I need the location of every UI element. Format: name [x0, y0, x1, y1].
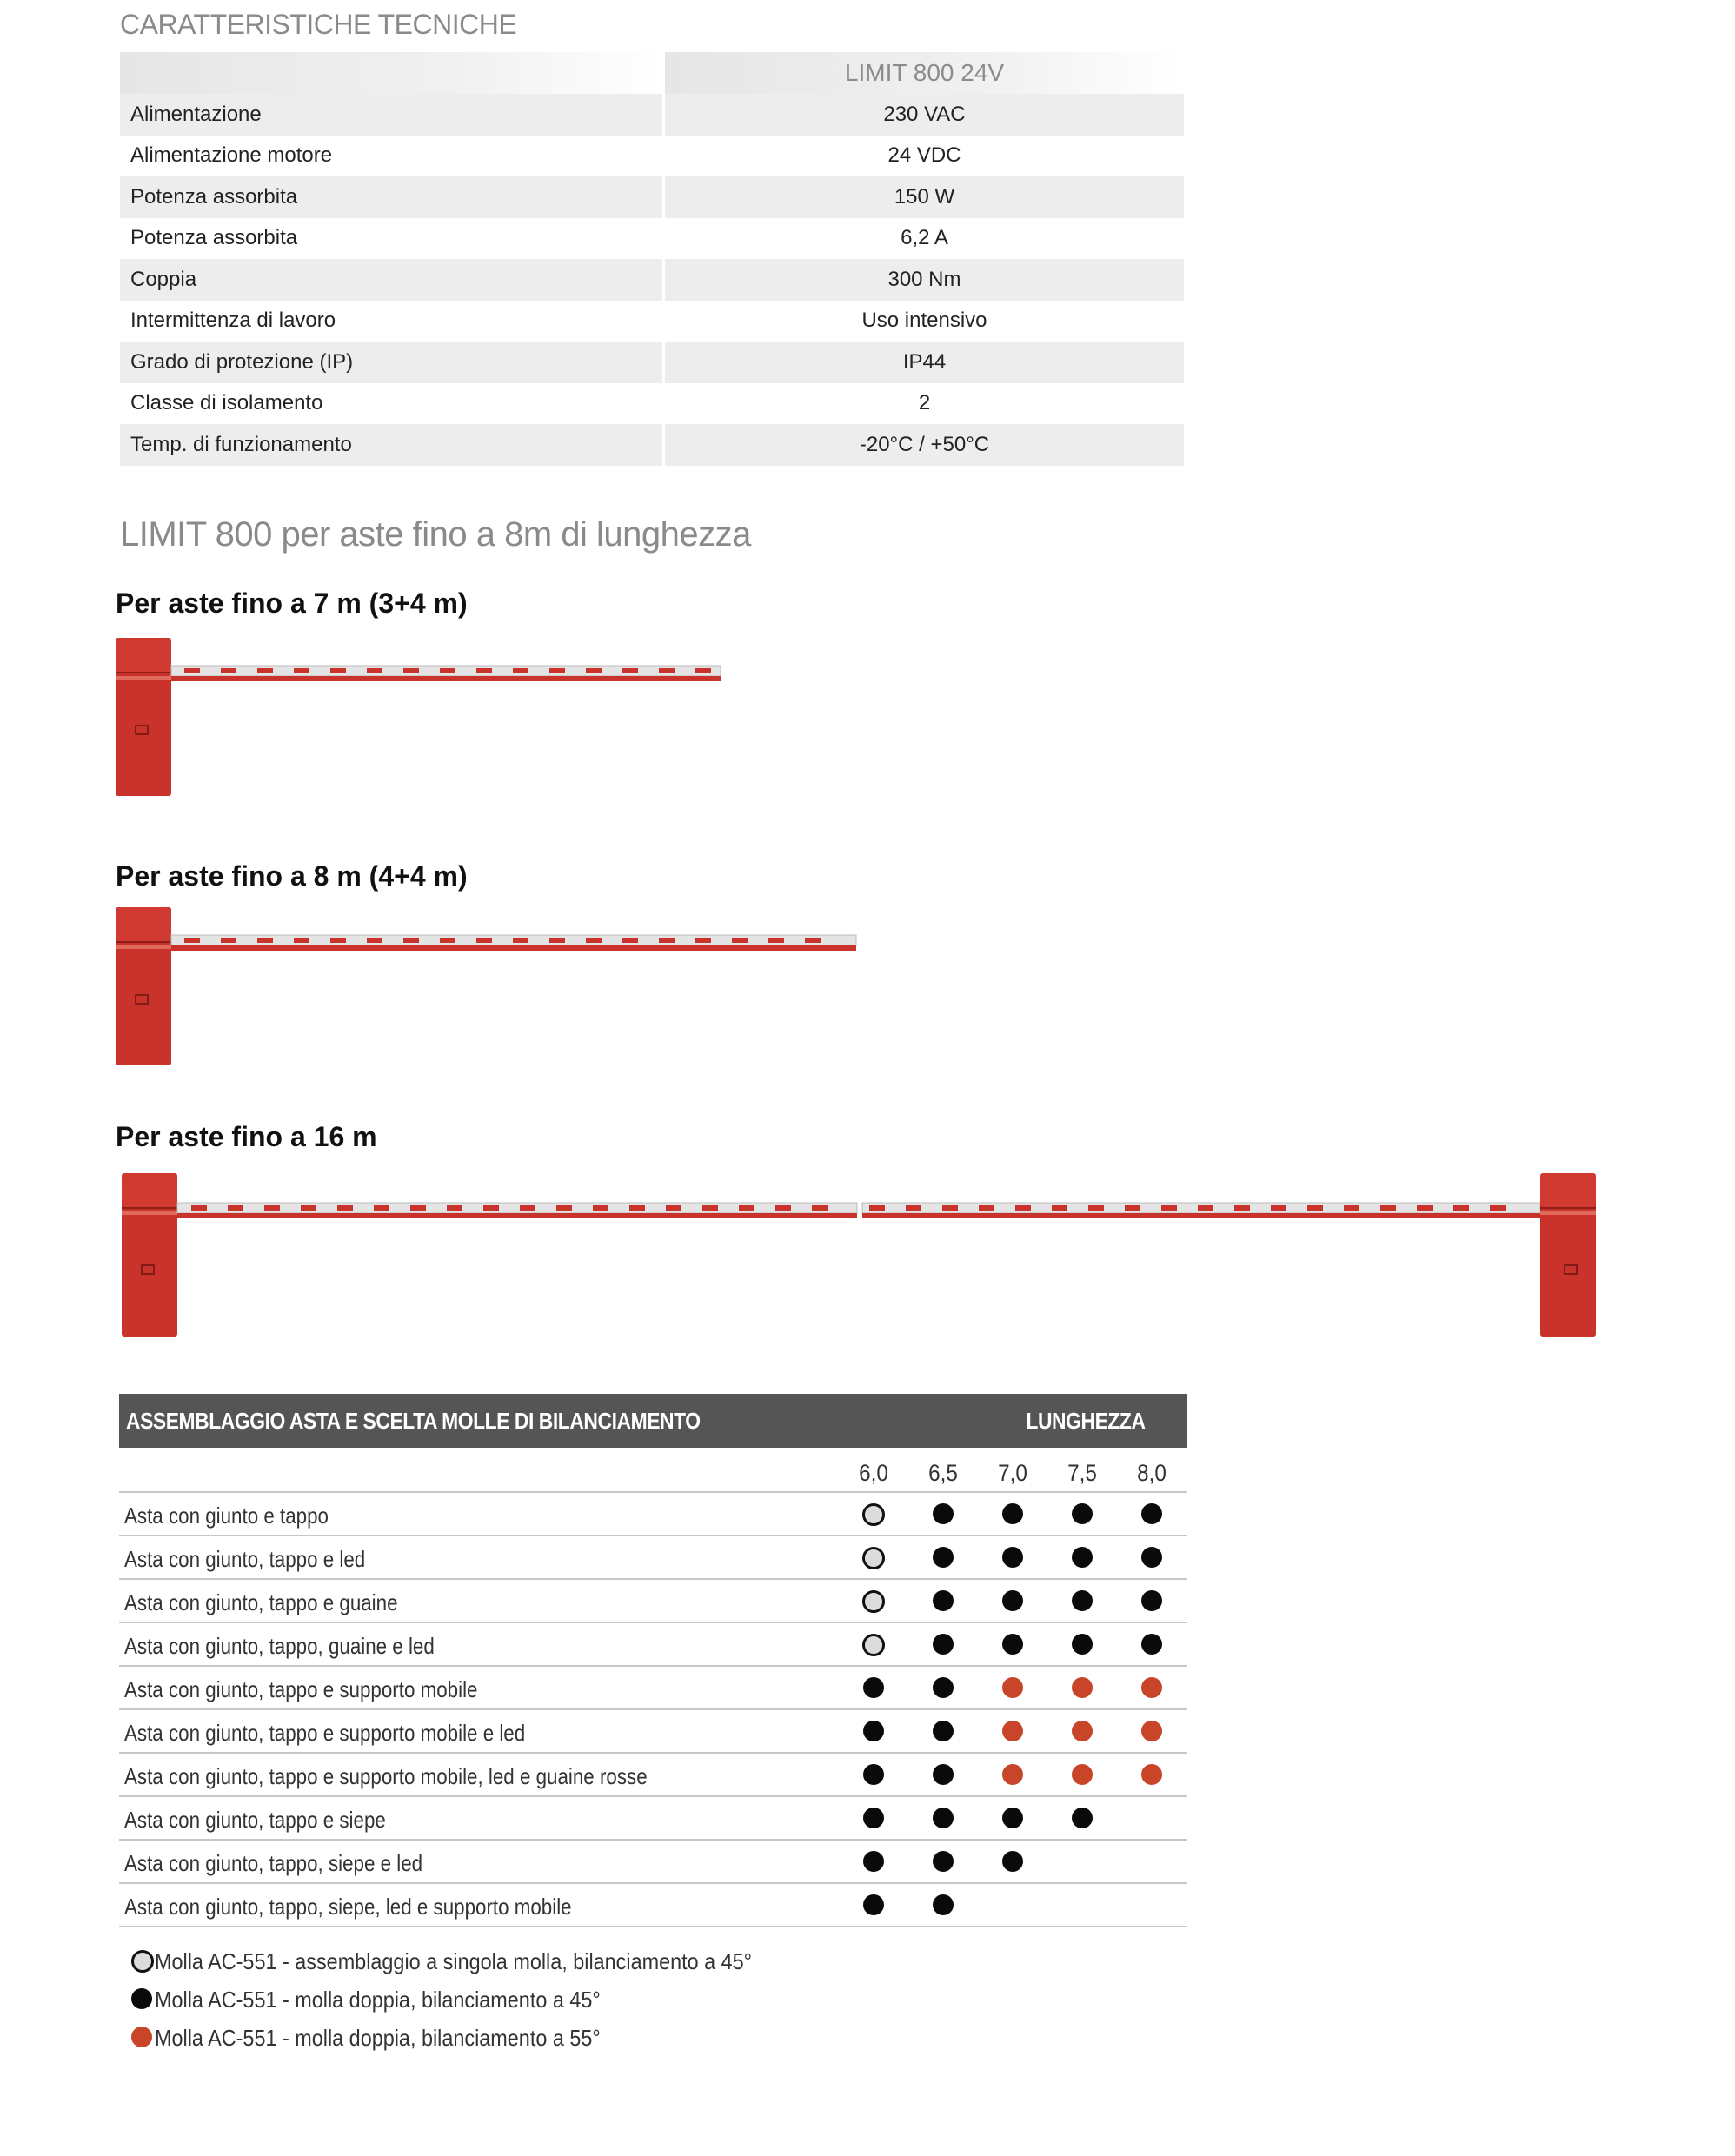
boom-stripe: [732, 938, 748, 943]
assembly-row-label: Asta con giunto, tappo e supporto mobile: [124, 1676, 478, 1702]
length-columns: [119, 1448, 1187, 1493]
boom-stripe: [1453, 1205, 1469, 1211]
boom-stripe: [1198, 1205, 1213, 1211]
assembly-row: [119, 1623, 1187, 1667]
spec-row: [120, 301, 1184, 342]
assembly-row-label: Asta con giunto, tappo e supporto mobile, led e guaine rosse: [124, 1763, 648, 1789]
boom-stripe: [549, 668, 565, 673]
spec-row: [120, 383, 1184, 425]
assembly-row-label: Asta con giunto, tappo, siepe e led: [124, 1850, 423, 1876]
assembly-rows: [119, 1493, 1187, 1927]
boom-stripe: [739, 1205, 754, 1211]
specs-title: CARATTERISTICHE TECNICHE: [120, 9, 517, 40]
black-dot-icon: [863, 1851, 884, 1872]
red-dot-icon: [131, 2027, 152, 2047]
spec-row: [120, 342, 1184, 383]
barrier-boom-left: [177, 1203, 857, 1218]
red-dot-icon: [1141, 1764, 1162, 1785]
boom-stripe: [1052, 1205, 1067, 1211]
assembly-row-label: Asta con giunto, tappo e supporto mobile e led: [124, 1720, 526, 1746]
boom-stripe: [221, 938, 236, 943]
boom-stripe: [702, 1205, 718, 1211]
black-dot-icon: [863, 1721, 884, 1741]
boom-stripe: [593, 1205, 608, 1211]
black-dot-icon: [1002, 1634, 1023, 1655]
black-dot-icon: [933, 1721, 954, 1741]
red-dot-icon: [1002, 1764, 1023, 1785]
boom-stripe: [556, 1205, 572, 1211]
spec-row: [120, 424, 1184, 466]
boom-stripe: [367, 668, 382, 673]
boom-stripe: [622, 668, 638, 673]
length-column-label: 7,0: [998, 1460, 1027, 1486]
legend-text: Molla AC-551 - assemblaggio a singola molla, bilanciamento a 45°: [155, 1948, 753, 1974]
assembly-row-label: Asta con giunto e tappo: [124, 1503, 329, 1529]
barrier-16m-drawing: [0, 1163, 1735, 1345]
black-dot-icon: [1141, 1503, 1162, 1524]
barrier-cabinet: [116, 638, 171, 796]
specs-header-row: [120, 52, 1184, 94]
boom-stripe: [659, 938, 675, 943]
barrier-boom: [171, 935, 856, 951]
black-dot-icon: [1002, 1547, 1023, 1568]
black-dot-icon: [863, 1764, 884, 1785]
boom-stripe: [942, 1205, 958, 1211]
boom-stripe: [257, 668, 273, 673]
length-header: LUNGHEZZA: [1026, 1408, 1146, 1434]
boom-stripe: [184, 668, 200, 673]
boom-stripe: [1417, 1205, 1433, 1211]
red-dot-icon: [1141, 1721, 1162, 1741]
black-dot-icon: [933, 1894, 954, 1915]
boom-stripe: [586, 668, 602, 673]
boom-stripe: [294, 938, 309, 943]
specs-header-empty: [120, 52, 665, 94]
spec-value: 150 W: [665, 176, 1184, 218]
barrier-cabinet: [116, 907, 171, 1065]
open-circle-icon: [131, 1950, 154, 1973]
assembly-title: ASSEMBLAGGIO ASTA E SCELTA MOLLE DI BILANCIAMENTO: [126, 1408, 701, 1434]
boom-stripe: [695, 668, 711, 673]
assembly-row: [119, 1536, 1187, 1580]
barrier-2-title: Per aste fino a 8 m (4+4 m): [116, 860, 468, 892]
assembly-row: [119, 1754, 1187, 1797]
black-dot-icon: [1002, 1808, 1023, 1828]
spec-label: Temp. di funzionamento: [120, 424, 665, 466]
boom-stripe: [1234, 1205, 1250, 1211]
spec-value: Uso intensivo: [861, 308, 987, 333]
assembly-row: [119, 1493, 1187, 1536]
black-dot-icon: [1002, 1503, 1023, 1524]
barriers-title: LIMIT 800 per aste fino a 8m di lunghezza: [120, 515, 751, 554]
spec-row: [120, 136, 1184, 177]
black-dot-icon: [863, 1808, 884, 1828]
specs-table: [120, 52, 1184, 466]
black-dot-icon: [1141, 1547, 1162, 1568]
boom-stripe: [629, 1205, 645, 1211]
assembly-row: [119, 1797, 1187, 1841]
legend-text: Molla AC-551 - molla doppia, bilanciamento a 45°: [155, 1987, 601, 2013]
boom-stripe: [1088, 1205, 1104, 1211]
open-circle-icon: [862, 1590, 885, 1613]
spec-label: Alimentazione motore: [120, 136, 665, 177]
boom-stripe: [367, 938, 382, 943]
boom-stripe: [410, 1205, 426, 1211]
assembly-row: [119, 1667, 1187, 1710]
black-dot-icon: [131, 1988, 152, 2009]
spec-row: [120, 176, 1184, 218]
spec-label: Potenza assorbita: [120, 176, 665, 218]
boom-stripe: [374, 1205, 389, 1211]
length-column-label: 6,0: [859, 1460, 888, 1486]
red-dot-icon: [1072, 1677, 1093, 1698]
black-dot-icon: [933, 1503, 954, 1524]
black-dot-icon: [933, 1808, 954, 1828]
red-dot-icon: [1002, 1677, 1023, 1698]
black-dot-icon: [933, 1677, 954, 1698]
black-dot-icon: [1072, 1503, 1093, 1524]
black-dot-icon: [863, 1677, 884, 1698]
boom-stripe: [805, 938, 821, 943]
barrier-8m-drawing: [0, 895, 913, 1069]
boom-stripe: [264, 1205, 280, 1211]
assembly-row-label: Asta con giunto, tappo e guaine: [124, 1589, 398, 1615]
spec-row: [120, 94, 1184, 136]
length-column-label: 6,5: [928, 1460, 958, 1486]
specs-body: [120, 94, 1184, 466]
boom-stripe: [184, 938, 200, 943]
spec-label: Alimentazione: [120, 94, 665, 136]
black-dot-icon: [933, 1547, 954, 1568]
legend-text: Molla AC-551 - molla doppia, bilanciamento a 55°: [155, 2025, 601, 2051]
assembly-row: [119, 1841, 1187, 1884]
boom-stripe: [221, 668, 236, 673]
boom-stripe: [1380, 1205, 1396, 1211]
boom-stripe: [440, 668, 455, 673]
boom-stripe: [513, 938, 528, 943]
barrier-cabinet-left: [122, 1173, 177, 1337]
boom-stripe: [257, 938, 273, 943]
assembly-header: [119, 1394, 1187, 1448]
assembly-row-label: Asta con giunto, tappo, siepe, led e supporto mobile: [124, 1894, 572, 1920]
red-dot-icon: [1141, 1677, 1162, 1698]
spec-row: [120, 259, 1184, 301]
spec-value: 2: [918, 391, 931, 415]
boom-stripe: [520, 1205, 535, 1211]
specs-model-header: LIMIT 800 24V: [665, 52, 1184, 94]
black-dot-icon: [1002, 1851, 1023, 1872]
boom-stripe: [549, 938, 565, 943]
assembly-row: [119, 1710, 1187, 1754]
boom-stripe: [586, 938, 602, 943]
boom-stripe: [1015, 1205, 1031, 1211]
boom-stripe: [666, 1205, 681, 1211]
boom-stripe: [440, 938, 455, 943]
boom-stripe: [301, 1205, 316, 1211]
boom-stripe: [812, 1205, 828, 1211]
spec-value: 300 Nm: [665, 259, 1184, 301]
spec-value: 6,2 A: [901, 226, 948, 250]
boom-stripe: [330, 668, 346, 673]
open-circle-icon: [862, 1634, 885, 1656]
barrier-7m-drawing: [0, 626, 782, 799]
black-dot-icon: [1141, 1634, 1162, 1655]
barrier-boom: [171, 666, 721, 681]
boom-stripe: [476, 668, 492, 673]
open-circle-icon: [862, 1503, 885, 1526]
black-dot-icon: [933, 1590, 954, 1611]
barrier-cabinet-right: [1540, 1173, 1596, 1337]
black-dot-icon: [1072, 1808, 1093, 1828]
spec-value: -20°C / +50°C: [665, 424, 1184, 466]
assembly-row-label: Asta con giunto, tappo, guaine e led: [124, 1633, 435, 1659]
boom-stripe: [906, 1205, 921, 1211]
boom-stripe: [659, 668, 675, 673]
open-circle-icon: [862, 1547, 885, 1569]
boom-stripe: [476, 938, 492, 943]
boom-stripe: [1125, 1205, 1140, 1211]
length-column-label: 7,5: [1067, 1460, 1097, 1486]
boom-stripe: [622, 938, 638, 943]
black-dot-icon: [1141, 1590, 1162, 1611]
boom-stripe: [695, 938, 711, 943]
assembly-row: [119, 1580, 1187, 1623]
black-dot-icon: [1002, 1590, 1023, 1611]
red-dot-icon: [1002, 1721, 1023, 1741]
boom-stripe: [330, 938, 346, 943]
black-dot-icon: [863, 1894, 884, 1915]
boom-stripe: [403, 938, 419, 943]
black-dot-icon: [933, 1764, 954, 1785]
spec-label: Grado di protezione (IP): [120, 342, 665, 383]
black-dot-icon: [1072, 1547, 1093, 1568]
boom-stripe: [228, 1205, 243, 1211]
boom-stripe: [447, 1205, 462, 1211]
black-dot-icon: [1072, 1590, 1093, 1611]
assembly-row-label: Asta con giunto, tappo e led: [124, 1546, 366, 1572]
black-dot-icon: [933, 1634, 954, 1655]
black-dot-icon: [933, 1851, 954, 1872]
length-column-label: 8,0: [1137, 1460, 1167, 1486]
boom-stripe: [768, 938, 784, 943]
red-dot-icon: [1072, 1764, 1093, 1785]
boom-stripe: [294, 668, 309, 673]
boom-stripe: [869, 1205, 885, 1211]
boom-stripe: [191, 1205, 207, 1211]
spec-label: Classe di isolamento: [120, 383, 665, 425]
barrier-boom-right: [862, 1203, 1540, 1218]
barrier-1-title: Per aste fino a 7 m (3+4 m): [116, 587, 468, 619]
spec-label: Potenza assorbita: [120, 218, 665, 260]
boom-stripe: [1344, 1205, 1359, 1211]
spec-row: [120, 218, 1184, 260]
boom-stripe: [1161, 1205, 1177, 1211]
boom-stripe: [483, 1205, 499, 1211]
spec-value: IP44: [665, 342, 1184, 383]
spec-label: Intermittenza di lavoro: [120, 301, 665, 342]
boom-stripe: [403, 668, 419, 673]
spec-value: 230 VAC: [665, 94, 1184, 136]
boom-stripe: [1490, 1205, 1506, 1211]
boom-stripe: [337, 1205, 353, 1211]
spec-label: Coppia: [120, 259, 665, 301]
assembly-row-label: Asta con giunto, tappo e siepe: [124, 1807, 386, 1833]
barrier-3-title: Per aste fino a 16 m: [116, 1121, 377, 1152]
spec-value: 24 VDC: [887, 143, 961, 168]
assembly-row: [119, 1884, 1187, 1927]
boom-stripe: [1271, 1205, 1286, 1211]
boom-stripe: [513, 668, 528, 673]
boom-stripe: [775, 1205, 791, 1211]
black-dot-icon: [1072, 1634, 1093, 1655]
boom-stripe: [1307, 1205, 1323, 1211]
assembly-table: [119, 1394, 1187, 1927]
red-dot-icon: [1072, 1721, 1093, 1741]
boom-stripe: [979, 1205, 994, 1211]
